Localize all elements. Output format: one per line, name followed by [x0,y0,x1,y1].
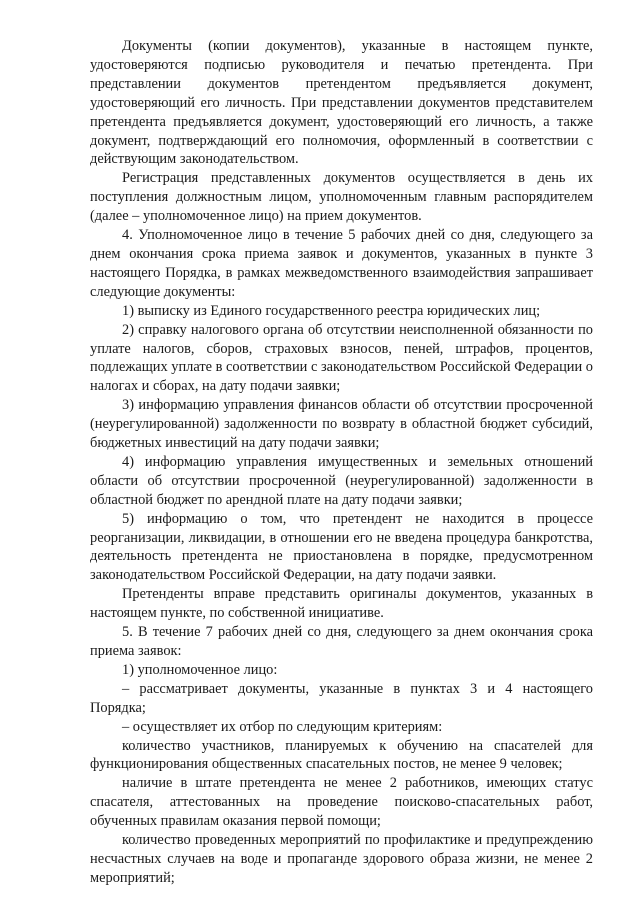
paragraph-originals: Претенденты вправе представить оригиналы документов, указанных в настоящем пункте, по собственной инициативе. [90,586,593,622]
list-item-reorganization-info: 5) информацию о том, что претендент не находится в процессе реорганизации, ликвидации, в отношении его не введена процедура банкротства, деятельность претендента не приостановлена в порядке, предусмотренном законодательством Российской Федерации, на дату подачи заявки. [90,510,593,584]
list-item-reviews-documents: – рассматривает документы, указанные в пунктах 3 и 4 настоящего Порядка; [90,680,593,716]
criterion-staff: наличие в штате претендента не менее 2 работников, имеющих статус спасателя, аттестованных на проведение поисково-спасательных работ, обученных правилам оказания первой помощи; [90,775,593,830]
criterion-events: количество проведенных мероприятий по профилактике и предупреждению несчастных случаев на воде и пропаганде здорового образа жизни, не менее 2 мероприятий; [90,832,593,886]
list-item-selection: – осуществляет их отбор по следующим критериям: [122,718,443,735]
list-item-property-info: 4) информацию управления имущественных и земельных отношений области об отсутствии просроченной (неурегулированной) задолженности в областной бюджет по арендной плате на дату подачи заявки; [90,453,593,508]
paragraph-item-5: 5. В течение 7 рабочих дней со дня, следующего за днем окончания срока приема заявок: [90,624,593,659]
list-item-finance-info: 3) информацию управления финансов области об отсутствии просроченной (неурегулированной) задолженности по возврату в областной бюджет субсидий, бюджетных инвестиций на дату подачи заявки; [90,397,593,452]
paragraph-item-4: 4. Уполномоченное лицо в течение 5 рабочих дней со дня, следующего за днем окончания срока приема заявок и документов, указанных в пункте 3 настоящего Порядка, в рамках межведомственного взаимодействия запрашивает следующие документы: [90,227,593,300]
list-item-tax-certificate: 2) справку налогового органа об отсутствии неисполненной обязанности по уплате налогов, сборов, страховых взносов, пеней, штрафов, процентов, подлежащих уплате в соответствии с законодательством Российской Федерации о налогах и сборах, на дату подачи заявки; [90,321,593,395]
list-item-extract: 1) выписку из Единого государственного реестра юридических лиц; [122,302,541,319]
paragraph-registration: Регистрация представленных документов осуществляется в день их поступления должностным лицом, уполномоченным главным распорядителем (далее – уполномоченное лицо) на прием документов. [90,170,593,225]
criterion-participants: количество участников, планируемых к обучению на спасателей для функционирования общественных спасательных постов, не менее 9 человек; [90,737,593,773]
paragraph-documents-certification: Документы (копии документов), указанные в настоящем пункте, удостоверяются подписью руководителя и печатью претендента. При представлении документов претендентом предъявляется документ, удостоверяющий его личность. При представлении документов представителем претендента предъявляется документ, удостоверяющий его личность, а также документ, подтверждающий его полномочия, оформленный в соответствии с действующим законодательством. [90,38,593,168]
list-item-authorized-person: 1) уполномоченное лицо: [122,661,278,678]
